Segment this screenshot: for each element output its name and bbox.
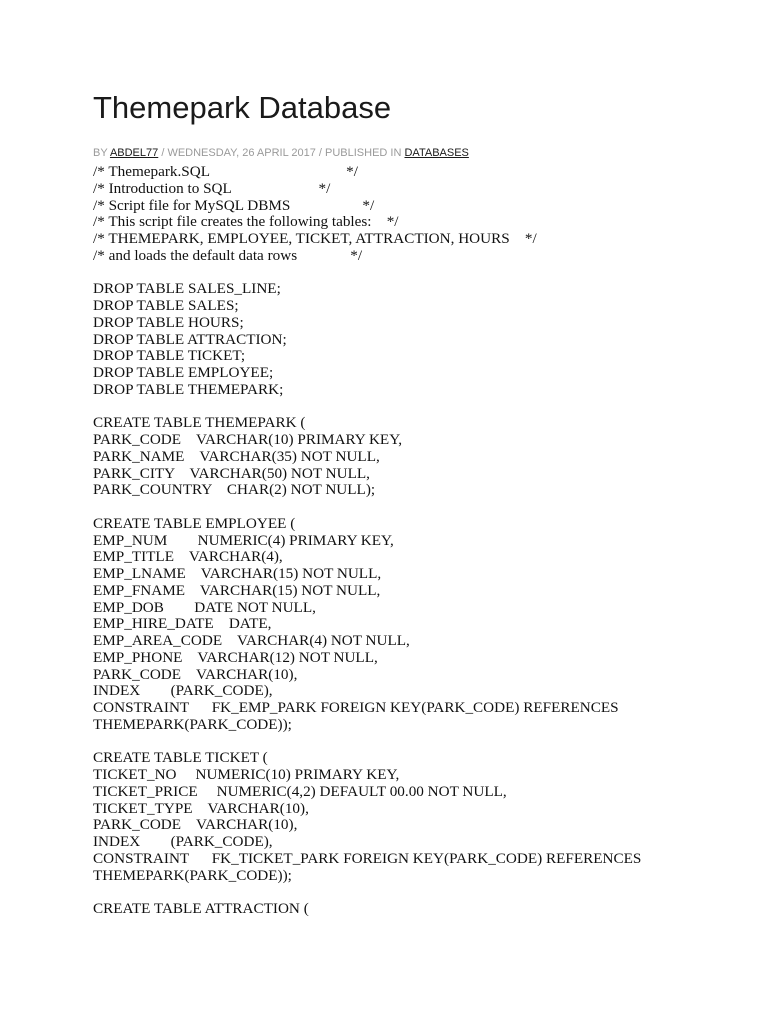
- code-line: /* Introduction to SQL */: [93, 179, 331, 197]
- by-label: BY: [93, 147, 108, 159]
- author-link[interactable]: ABDEL77: [109, 147, 159, 159]
- code-line: EMP_DOB DATE NOT NULL,: [93, 598, 316, 616]
- code-line: CONSTRAINT FK_TICKET_PARK FOREIGN KEY(PARK_CODE) REFERENCES: [93, 849, 642, 867]
- code-line: DROP TABLE THEMEPARK;: [93, 380, 284, 398]
- code-line: TICKET_PRICE NUMERIC(4,2) DEFAULT 00.00 NOT NULL,: [93, 782, 507, 800]
- code-line: EMP_LNAME VARCHAR(15) NOT NULL,: [93, 565, 382, 582]
- code-line: CONSTRAINT FK_EMP_PARK FOREIGN KEY(PARK_CODE) REFERENCES: [93, 699, 619, 716]
- blank-line: [93, 884, 733, 901]
- code-line: PARK_CITY VARCHAR(50) NOT NULL,: [93, 464, 370, 482]
- code-line: /* THEMEPARK, EMPLOYEE, TICKET, ATTRACTION, HOURS */: [93, 230, 537, 247]
- code-line: CREATE TABLE ATTRACTION (: [93, 900, 309, 917]
- code-line: CREATE TABLE TICKET (: [93, 749, 268, 767]
- code-line: THEMEPARK(PARK_CODE));: [93, 715, 292, 733]
- code-line: DROP TABLE EMPLOYEE;: [93, 364, 274, 381]
- post-date: WEDNESDAY, 26 APRIL 2017: [167, 147, 316, 159]
- code-line: DROP TABLE TICKET;: [93, 347, 246, 365]
- code-line: TICKET_NO NUMERIC(10) PRIMARY KEY,: [93, 766, 400, 783]
- code-line: PARK_CODE VARCHAR(10),: [93, 816, 298, 834]
- code-line: EMP_FNAME VARCHAR(15) NOT NULL,: [93, 581, 381, 599]
- published-label: PUBLISHED IN: [325, 147, 402, 159]
- blank-line: [93, 499, 733, 516]
- code-line: CREATE TABLE EMPLOYEE (: [93, 514, 296, 532]
- post-meta: [93, 146, 733, 160]
- code-line: EMP_AREA_CODE VARCHAR(4) NOT NULL,: [93, 632, 410, 649]
- meta-separator: /: [161, 147, 165, 159]
- code-line: PARK_CODE VARCHAR(10) PRIMARY KEY,: [93, 431, 403, 448]
- blank-line: [93, 265, 733, 282]
- code-line: DROP TABLE SALES;: [93, 297, 239, 314]
- blank-line: [93, 734, 733, 751]
- category-link[interactable]: DATABASES: [404, 147, 469, 159]
- code-line: /* Script file for MySQL DBMS */: [93, 196, 375, 214]
- code-line: DROP TABLE ATTRACTION;: [93, 330, 287, 348]
- code-line: /* and loads the default data rows */: [93, 246, 363, 264]
- article: [93, 86, 733, 918]
- code-line: THEMEPARK(PARK_CODE));: [93, 866, 292, 884]
- code-line: INDEX (PARK_CODE),: [93, 682, 273, 700]
- code-line: TICKET_TYPE VARCHAR(10),: [93, 799, 309, 817]
- code-line: PARK_CODE VARCHAR(10),: [93, 665, 298, 683]
- code-line: PARK_NAME VARCHAR(35) NOT NULL,: [93, 447, 380, 465]
- code-line: DROP TABLE HOURS;: [93, 313, 244, 331]
- meta-separator: /: [318, 147, 322, 159]
- code-line: /* This script file creates the following tables: */: [93, 213, 399, 231]
- code-line: EMP_NUM NUMERIC(4) PRIMARY KEY,: [93, 531, 394, 549]
- blank-line: [93, 399, 733, 416]
- sql-script: [93, 164, 733, 918]
- code-line: INDEX (PARK_CODE),: [93, 833, 273, 850]
- code-line: DROP TABLE SALES_LINE;: [93, 280, 281, 298]
- code-line: /* Themepark.SQL */: [93, 163, 358, 180]
- code-line: PARK_COUNTRY CHAR(2) NOT NULL);: [93, 481, 376, 499]
- code-line: EMP_TITLE VARCHAR(4),: [93, 548, 283, 566]
- code-line: CREATE TABLE THEMEPARK (: [93, 414, 306, 432]
- code-line: EMP_HIRE_DATE DATE,: [93, 615, 272, 633]
- code-line: EMP_PHONE VARCHAR(12) NOT NULL,: [93, 648, 378, 666]
- page-title: Themepark Database: [93, 90, 392, 125]
